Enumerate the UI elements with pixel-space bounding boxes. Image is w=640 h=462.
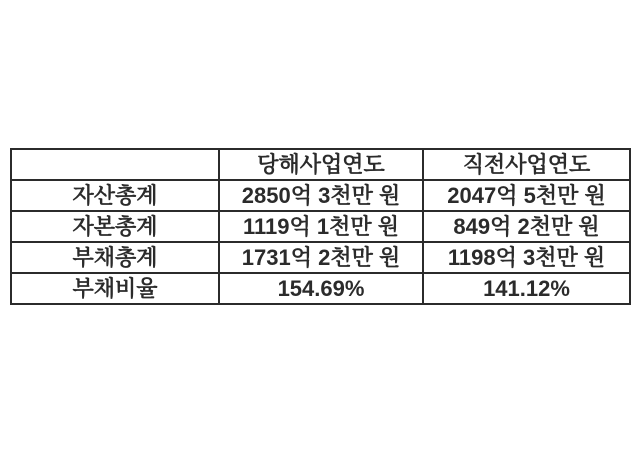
table-row-total-liabilities <box>11 242 630 273</box>
table-row-total-assets <box>11 180 630 211</box>
cell-total-assets-current-year: 2850억 3천만 원 <box>219 180 423 211</box>
col-header-previous-fiscal-year: 직전사업연도 <box>423 149 630 180</box>
col-header-blank <box>11 149 219 180</box>
cell-total-equity-current-year: 1119억 1천만 원 <box>219 211 423 242</box>
cell-total-liabilities-previous-year: 1198억 3천만 원 <box>423 242 630 273</box>
row-label-total-liabilities: 부채총계 <box>11 242 219 273</box>
row-label-total-equity: 자본총계 <box>11 211 219 242</box>
financial-summary-table <box>10 148 631 305</box>
row-label-total-assets: 자산총계 <box>11 180 219 211</box>
cell-total-assets-previous-year: 2047억 5천만 원 <box>423 180 630 211</box>
table-header-row <box>11 149 630 180</box>
col-header-current-fiscal-year: 당해사업연도 <box>219 149 423 180</box>
cell-total-equity-previous-year: 849억 2천만 원 <box>423 211 630 242</box>
cell-debt-ratio-previous-year: 141.12% <box>423 273 630 304</box>
table-row-total-equity <box>11 211 630 242</box>
cell-debt-ratio-current-year: 154.69% <box>219 273 423 304</box>
row-label-debt-ratio: 부채비율 <box>11 273 219 304</box>
cell-total-liabilities-current-year: 1731억 2천만 원 <box>219 242 423 273</box>
table-row-debt-ratio <box>11 273 630 304</box>
